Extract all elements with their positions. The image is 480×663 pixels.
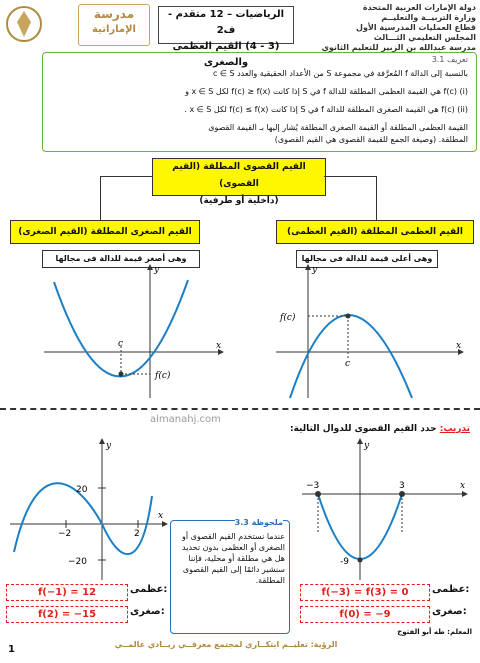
absolute-min-title: القيم الصغرى المطلقة (القيم الصغرى) [10,220,200,244]
course-title: الرياضيات – 12 متقدم - ف2 [167,9,285,36]
parabola-graph-y-arrow [357,438,363,444]
right-min-label: صغرى: [432,606,467,617]
max-graph-x-label: x [456,341,462,351]
cubic-graph-x-arrow [162,521,168,527]
min-graph-c-label: c [118,339,124,349]
right-min-answer: f(0) = −9 [300,606,430,623]
min-graph-fc-label: f(c) [155,371,171,381]
left-max-label: عظمى: [130,584,168,595]
training-prompt [290,424,470,434]
cubic-graph-label-neg2: −2 [58,529,72,539]
definition-intro: بالنسبة إلى الدالة f المُعرَّفة في مجموعة S من الأعداد الحقيقية والعدد c ∈ S [213,69,468,78]
parabola-graph [296,436,472,582]
min-graph [30,262,230,402]
parabola-graph-label-neg9: -9 [340,557,349,567]
lesson-title: (3 - 4) القيم العظمى والصغرى [172,41,280,68]
cubic-graph [6,436,170,582]
definition-box [42,52,477,152]
right-max-answer: f(−3) = f(3) = 0 [300,584,430,601]
definition-item-min: (ii) f(c) هي القيمة الصغرى المطلقة للدالة f في S إذا كانت f(c) ≤ f(x) لكل x ∈ S . [184,105,468,114]
cubic-graph-label-20: 20 [76,485,88,495]
organization-lines: دولة الإمارات العربية المتحدة وزارة التربيــة والتعليــم قطاع العمليات المدرسية الأول المجلس التعليمي الثـــالث مدرسة عبدالله بن الزبير للتعليم الثانوي [321,3,476,52]
connector-left [100,176,152,177]
left-min-label: صغرى: [130,606,165,617]
cubic-graph-y-arrow [99,438,105,444]
page-number: 1 [8,644,15,655]
uae-emblem-icon [4,4,44,46]
left-min-answer: f(2) = −15 [6,606,128,623]
min-graph-y-arrow [147,264,153,270]
max-graph-y-label: y [312,265,318,275]
definition-footer-1: القيمة العظمى المطلقة أو القيمة الصغرى المطلقة يُشار إليها بـ القيمة القصوى [208,123,468,132]
section-divider [0,408,480,410]
training-label: تدريب: [439,424,470,434]
remark-heading: ملحوظة 3.3 [234,518,283,527]
max-graph [262,262,472,402]
max-graph-c-label: c [345,359,351,369]
definition-heading: تعريف 3.1 [431,55,468,64]
min-graph-x-label: x [216,341,222,351]
max-note: وهى أعلى قيمة للدالة فى مجالها [296,250,438,268]
cubic-graph-y-label: y [106,441,112,451]
remark-box [170,520,290,634]
min-graph-y-label: y [154,265,160,275]
page-footer [0,628,480,663]
left-max-answer: f(−1) = 12 [6,584,128,601]
vision-statement: الرؤية: تعليــم ابتكــاري لمجتمع معرفــي ريــادي عالمــي [114,640,338,649]
cubic-graph-x-label: x [158,511,164,521]
cubic-graph-label-neg20: −20 [68,557,87,567]
remark-body: عندما نستخدم القيم القصوى أو الصغرى أو العظمى بدون تحديد هل هي مطلقة أو محلية، فإننا سنشير دائمًا إلى القيم القصوى المطلقة. [182,532,285,585]
connector-right [324,176,376,177]
definition-item-max: (i) f(c) هي القيمة العظمى المطلقة للدالة f في S إذا كانت f(c) ≥ f(x) لكل x ∈ S و [185,87,468,96]
connector-left-down [100,176,101,220]
teacher-name: المعلم: طه أبو الفتوح [397,628,472,636]
parabola-graph-x-arrow [462,491,468,497]
school-logo: مدرسة الإماراتية [78,4,150,46]
training-text: حدد القيم القصوى للدوال التالية: [290,424,437,434]
parabola-graph-y-label: y [364,441,370,451]
extrema-concept-box: القيم القصوى المطلقة (القيم القصوى) (داخلية أو طرفية) [152,158,326,196]
definition-footer-2: المطلقة. (وصيغة الجمع للقيمة القصوى هي القيم القصوى) [274,135,468,144]
parabola-graph-x-label: x [460,481,466,491]
min-graph-min-point [119,372,124,377]
min-note: وهى أصغر قيمة للدالة فى مجالها [42,250,200,268]
page-title-box [158,6,294,68]
max-graph-max-point [346,314,351,319]
watermark: almanahj.com [150,414,221,425]
max-graph-fc-label: f(c) [280,313,296,323]
parabola-graph-label-3: 3 [399,481,405,491]
absolute-max-title: القيم العظمى المطلقة (القيم العظمى) [276,220,474,244]
cubic-graph-label-2: 2 [134,529,140,539]
parabola-graph-label-neg3: −3 [306,481,320,491]
connector-right-down [376,176,377,220]
parabola-graph-min-point [358,558,363,563]
max-graph-y-arrow [305,264,311,270]
right-max-label: عظمى: [432,584,470,595]
